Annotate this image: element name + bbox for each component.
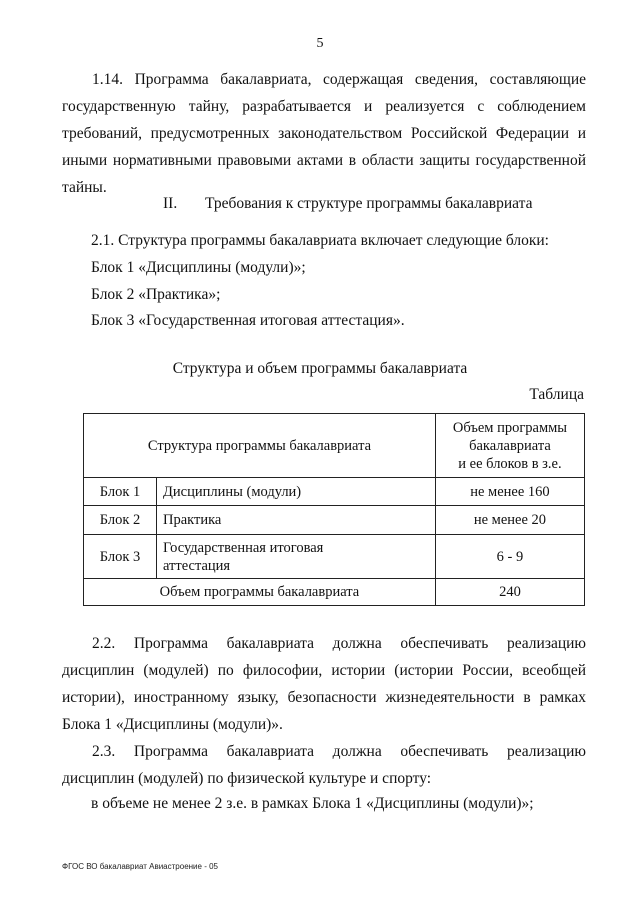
table-label: Таблица [529,386,584,403]
table-row [84,506,585,535]
block-list-item-2: Блок 2 «Практика»; [91,286,221,303]
row-volume: не менее 160 [435,478,584,506]
section-number: II. [163,195,178,212]
footer-note: ФГОС ВО бакалавриат Авиастроение - 05 [62,862,218,871]
row-volume: не менее 20 [435,506,584,535]
page-number: 5 [316,36,324,51]
row-name [157,535,436,579]
row-name-line: Государственная итоговая [163,539,324,556]
row-block: Блок 3 [84,535,157,579]
table-row [84,535,585,579]
header-volume-line: бакалавриата [469,437,551,454]
total-label: Объем программы бакалавриата [84,579,436,606]
header-volume-line: Объем программы [452,419,568,436]
paragraph-1-14: 1.14. Программа бакалавриата, содержащая сведения, составляющие государственную тайну, разрабатывается и реализуется с соблюдением требований, предусмотренных законодательством Российской Федерации и иными нормативными правовыми актами в области защиты государственной тайны. [62,71,586,196]
total-value: 240 [435,579,584,606]
block-list-item-1: Блок 1 «Дисциплины (модули)»; [91,259,306,276]
structure-table [83,413,585,606]
row-name: Практика [157,506,436,535]
table-header-row [84,414,585,478]
paragraph-2-2: 2.2. Программа бакалавриата должна обеспечивать реализацию дисциплин (модулей) по философии, истории (истории России, всеобщей истории), иностранному языку, безопасности жизнедеятельности в рамках Блока 1 «Дисциплины (модули)». [62,635,586,733]
paragraph-2-1: 2.1. Структура программы бакалавриата включает следующие блоки: [91,232,549,249]
section-title: Требования к структуре программы бакалавриата [205,195,533,212]
paragraph-2-3-continuation: в объеме не менее 2 з.е. в рамках Блока 1 «Дисциплины (модули)»; [91,795,534,812]
table-total-row [84,579,585,606]
block-list-item-3: Блок 3 «Государственная итоговая аттестация». [91,312,405,329]
row-name: Дисциплины (модули) [157,478,436,506]
table-row [84,478,585,506]
row-name-line: аттестация [163,557,231,574]
row-block: Блок 1 [84,478,157,506]
header-volume-line: и ее блоков в з.е. [458,455,562,472]
row-volume: 6 - 9 [435,535,584,579]
table-title: Структура и объем программы бакалавриата [172,360,468,377]
paragraph-2-3: 2.3. Программа бакалавриата должна обеспечивать реализацию дисциплин (модулей) по физической культуре и спорту: [62,743,586,787]
header-volume [435,414,584,478]
row-block: Блок 2 [84,506,157,535]
header-structure: Структура программы бакалавриата [84,414,436,478]
